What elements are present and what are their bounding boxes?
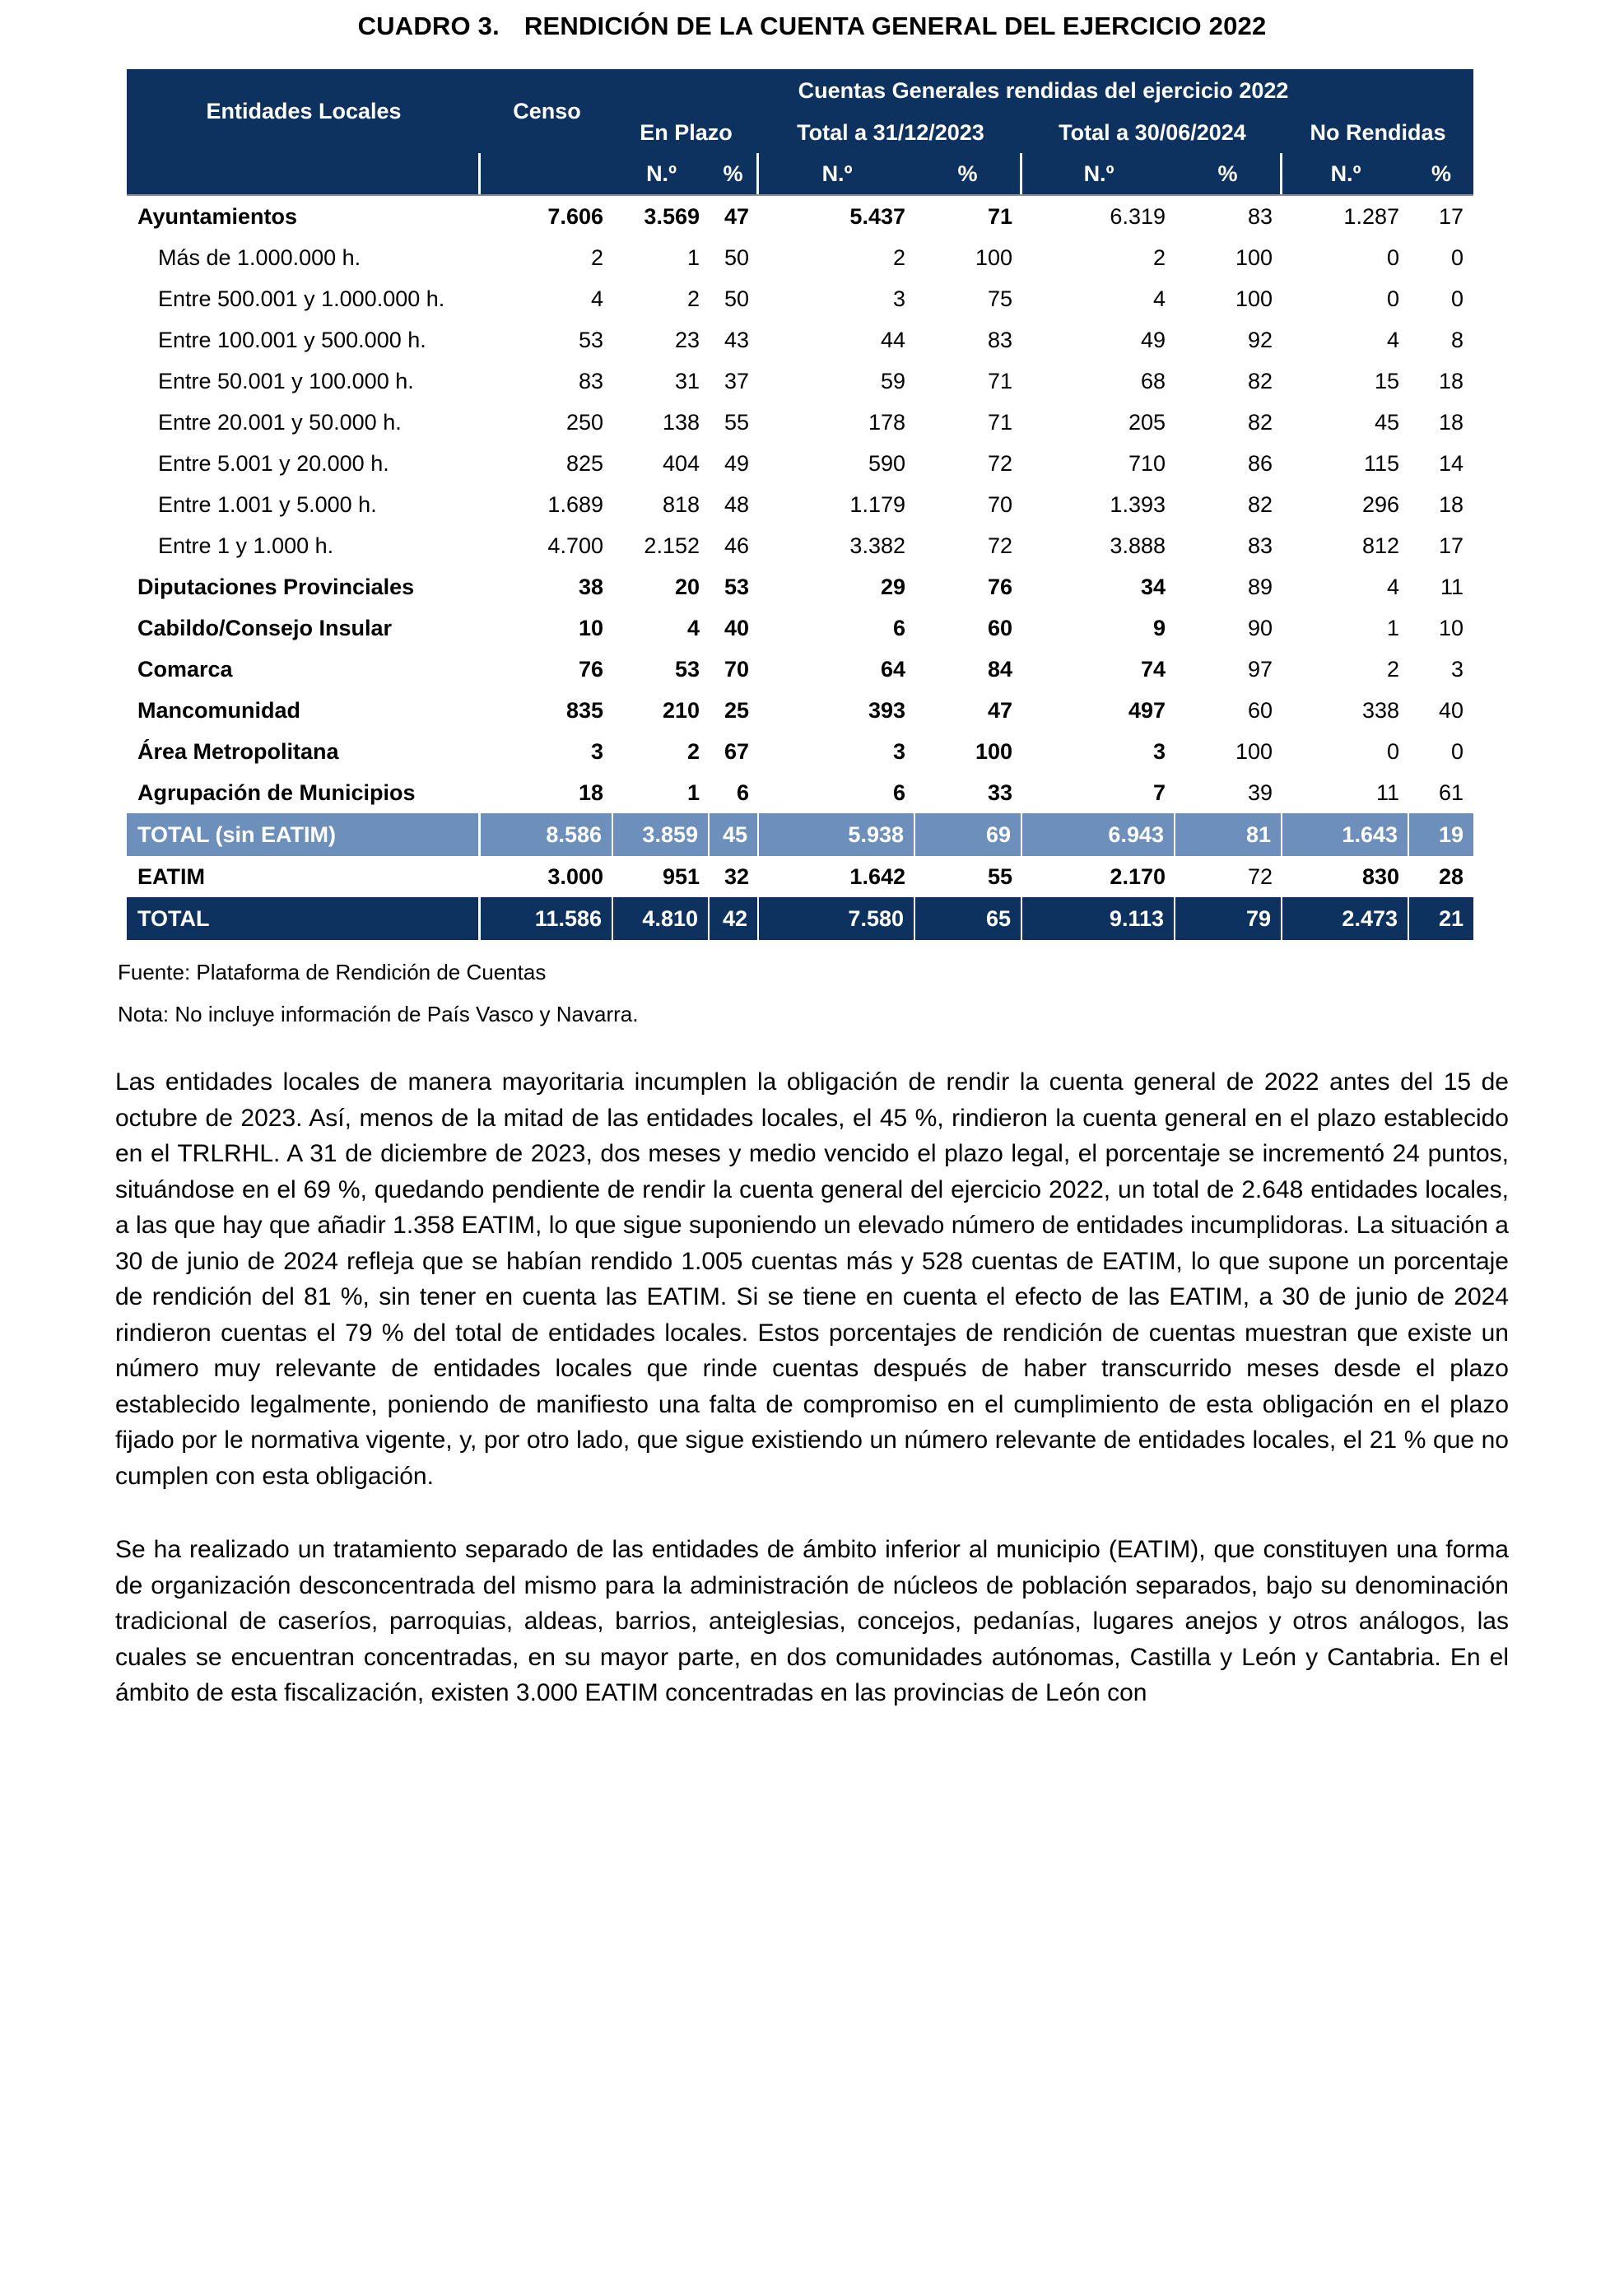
cell: 2 — [1152, 244, 1166, 270]
cell: 76 — [578, 656, 603, 682]
paragraph-1: Las entidades locales de manera mayoritaria incumplen la obligación de rendir la cuenta general de 2022 antes del 15 de octubre de 2023. Así, menos de la mitad de las entidades locales, el 45 %, rindieron la cuenta general en el plazo establecido en el TRLRHL. A 31 de diciembre de 2023, dos meses y medio vencido el plazo legal, el porcentaje se incrementó 24 puntos, situándose en el 69 %, quedando pendiente de rendir la cuenta general del ejercicio 2022, un total de 2.648 entidades locales, a las que hay que añadir 1.358 EATIM, lo que sigue suponiendo un elevado número de entidades incumplidoras. La situación a 30 de junio de 2024 refleja que se habían rendido 1.005 cuentas más y 528 cuentas de EATIM, lo que supone un porcentaje de rendición del 81 %, sin tener en cuenta las EATIM. Si se tiene en cuenta el efecto de las EATIM, a 30 de junio de 2024 rindieron cuentas el 79 % del total de entidades locales. Estos porcentajes de rendición de cuentas muestran que existe un número muy relevante de entidades locales que rinde cuentas después de haber transcurrido meses desde el plazo establecido legalmente, poniendo de manifiesto una falta de compromiso en el cumplimiento de esta obligación en el plazo fijado por le normativa vigente, y, por otro lado, que sigue existiendo un número relevante de entidades locales, el 21 % que no cumplen con esta obligación. — [115, 1068, 1509, 1490]
cell: 38 — [578, 574, 603, 599]
cell: 497 — [1128, 697, 1166, 723]
cell: 71 — [987, 368, 1012, 393]
table-row — [127, 772, 1473, 813]
cell: 590 — [868, 450, 905, 476]
cell: 4.810 — [613, 897, 710, 940]
cell: 55 — [987, 863, 1012, 889]
cell: 4 — [1386, 327, 1399, 352]
cell: 1 — [686, 244, 700, 270]
cell: 83 — [1247, 533, 1273, 558]
cell: 1.393 — [1110, 491, 1166, 517]
cell: 50 — [724, 286, 749, 311]
cell: 812 — [1361, 533, 1399, 558]
cell: 2 — [686, 286, 700, 311]
cell: 17 — [1409, 194, 1473, 237]
table-source-note: Fuente: Plataforma de Rendición de Cuentas — [118, 960, 547, 984]
cell: 5.938 — [759, 813, 915, 856]
header-group-total-30-06-2024: Total a 30/06/2024 — [1022, 112, 1282, 153]
cell: 115 — [1363, 450, 1399, 476]
table-row — [127, 649, 1473, 690]
cell: 82 — [1247, 368, 1273, 393]
cell: 1.287 — [1282, 194, 1409, 237]
cell: 64 — [880, 656, 905, 682]
cell: 60 — [1247, 697, 1273, 723]
row-label: Agrupación de Municipios — [137, 780, 416, 805]
row-label: Entre 20.001 y 50.000 h. — [158, 409, 402, 435]
cell: 393 — [868, 697, 905, 723]
header-n-no-rendidas: N.º — [1282, 153, 1409, 194]
cell: 1 — [1386, 615, 1399, 640]
cell: 835 — [565, 697, 603, 723]
cell: 39 — [1247, 780, 1273, 805]
table-row — [127, 443, 1473, 484]
cell: 72 — [1247, 863, 1273, 889]
cell: 2 — [686, 738, 700, 764]
table-title — [0, 0, 1624, 41]
cell: 6 — [736, 780, 749, 805]
cell: 20 — [674, 574, 700, 599]
cell: 4 — [1152, 286, 1166, 311]
cell: 3.569 — [613, 194, 710, 237]
cell: 59 — [880, 368, 905, 393]
cell: 7.580 — [759, 897, 915, 940]
cell: 0 — [1386, 738, 1399, 764]
header-empty-entidades — [127, 153, 481, 194]
header-n-en-plazo: N.º — [613, 153, 710, 194]
header-cuentas-generales: Cuentas Generales rendidas del ejercicio 2022 — [613, 69, 1473, 112]
cell: 86 — [1247, 450, 1273, 476]
cell: 89 — [1247, 574, 1273, 599]
cell: 17 — [1439, 533, 1464, 558]
cell: 2.170 — [1110, 863, 1166, 889]
cell: 84 — [987, 656, 1012, 682]
header-pct-en-plazo: % — [710, 153, 759, 194]
cell: 19 — [1409, 813, 1473, 856]
cell: 28 — [1439, 863, 1464, 889]
cell: 40 — [1439, 697, 1464, 723]
header-group-no-rendidas: No Rendidas — [1282, 112, 1473, 153]
cell: 53 — [674, 656, 700, 682]
table-row — [127, 319, 1473, 361]
cell: 72 — [987, 533, 1012, 558]
table-row — [127, 361, 1473, 402]
cell: 71 — [915, 194, 1022, 237]
cell: 1.643 — [1282, 813, 1409, 856]
header-censo: Censo — [481, 69, 613, 153]
cell: 210 — [662, 697, 700, 723]
table-row — [127, 566, 1473, 607]
cell: 49 — [724, 450, 749, 476]
cell: 79 — [1175, 897, 1282, 940]
cell: 100 — [1235, 244, 1273, 270]
cell: 42 — [710, 897, 759, 940]
cell: 100 — [1235, 286, 1273, 311]
cell: 0 — [1386, 286, 1399, 311]
header-pct-31-12-2023: % — [915, 153, 1022, 194]
cell: 2.473 — [1282, 897, 1409, 940]
cell: 2 — [1386, 656, 1399, 682]
cell: 14 — [1439, 450, 1464, 476]
cell: 825 — [565, 450, 603, 476]
cell: 37 — [724, 368, 749, 393]
table-row — [127, 856, 1473, 897]
cell: 71 — [987, 409, 1012, 435]
cell: 25 — [724, 697, 749, 723]
cell: 75 — [987, 286, 1012, 311]
cell: 2 — [590, 244, 603, 270]
cell: 3 — [892, 738, 905, 764]
cell: 8.586 — [481, 813, 613, 856]
cell: 951 — [662, 863, 700, 889]
cell: 9.113 — [1022, 897, 1175, 940]
cell: 97 — [1247, 656, 1273, 682]
cell: 61 — [1439, 780, 1464, 805]
cell: 48 — [724, 491, 749, 517]
cell: 710 — [1128, 450, 1166, 476]
cell: 68 — [1140, 368, 1166, 393]
cell: 404 — [662, 450, 700, 476]
header-row-span — [127, 69, 1473, 112]
cell: 100 — [1235, 738, 1273, 764]
cell: 9 — [1152, 615, 1166, 640]
cell: 44 — [880, 327, 905, 352]
cell: 23 — [674, 327, 700, 352]
row-label: Entre 50.001 y 100.000 h. — [158, 368, 414, 393]
table-row — [127, 194, 1473, 237]
cell: 76 — [987, 574, 1012, 599]
cell: 11.586 — [481, 897, 613, 940]
cell: 50 — [724, 244, 749, 270]
cell: 65 — [915, 897, 1022, 940]
cell: 70 — [724, 656, 749, 682]
row-label: Entre 5.001 y 20.000 h. — [158, 450, 389, 476]
table-body — [127, 194, 1473, 940]
cell: 33 — [987, 780, 1012, 805]
cell: 4 — [590, 286, 603, 311]
cell: 47 — [987, 697, 1012, 723]
cell: 6 — [892, 615, 905, 640]
row-label: Entre 500.001 y 1.000.000 h. — [158, 286, 445, 311]
cell: 178 — [868, 409, 905, 435]
cell: 49 — [1140, 327, 1166, 352]
cell: 5.437 — [759, 194, 915, 237]
cell: 83 — [578, 368, 603, 393]
row-label: Mancomunidad — [137, 697, 301, 723]
cell: 74 — [1140, 656, 1166, 682]
cell: 67 — [724, 738, 749, 764]
cell: 3.859 — [613, 813, 710, 856]
cell: 250 — [565, 409, 603, 435]
cell: 53 — [724, 574, 749, 599]
cell: 47 — [710, 194, 759, 237]
table-title-label: CUADRO 3. — [357, 12, 500, 40]
header-pct-no-rendidas: % — [1409, 153, 1473, 194]
table-row — [127, 813, 1473, 856]
cell: 7.606 — [481, 194, 613, 237]
table-row — [127, 484, 1473, 525]
cell: 70 — [987, 491, 1012, 517]
cell: 2.152 — [644, 533, 700, 558]
cell: 818 — [662, 491, 700, 517]
cell: 296 — [1361, 491, 1399, 517]
cell: 82 — [1247, 409, 1273, 435]
cell: 3 — [1451, 656, 1464, 682]
row-label: Cabildo/Consejo Insular — [137, 615, 393, 640]
table-row — [127, 278, 1473, 319]
cell: 138 — [662, 409, 700, 435]
row-label: Comarca — [137, 656, 233, 682]
cell: 11 — [1375, 780, 1399, 805]
table-note: Nota: No incluye información de País Vasco y Navarra. — [118, 1002, 639, 1026]
cell: 31 — [674, 368, 700, 393]
header-empty-censo — [481, 153, 613, 194]
cell: 83 — [987, 327, 1012, 352]
cell: 72 — [987, 450, 1012, 476]
cell: 3.888 — [1110, 533, 1166, 558]
cell: 21 — [1409, 897, 1473, 940]
cell: 1.689 — [547, 491, 603, 517]
row-label: Entre 100.001 y 500.000 h. — [158, 327, 426, 352]
cell: 0 — [1386, 244, 1399, 270]
cell: 3.000 — [547, 863, 603, 889]
cell: 43 — [724, 327, 749, 352]
row-label: Área Metropolitana — [137, 738, 339, 764]
cell: 0 — [1451, 286, 1464, 311]
cell: 0 — [1451, 244, 1464, 270]
cell: 90 — [1247, 615, 1273, 640]
cell: 0 — [1451, 738, 1464, 764]
cell: 92 — [1247, 327, 1273, 352]
cell: 18 — [1439, 368, 1464, 393]
row-label: Más de 1.000.000 h. — [158, 244, 361, 270]
row-label: TOTAL (sin EATIM) — [127, 813, 481, 856]
cell: 4 — [1386, 574, 1399, 599]
cell: 40 — [724, 615, 749, 640]
cell: 55 — [724, 409, 749, 435]
cell: 10 — [578, 615, 603, 640]
cell: 8 — [1451, 327, 1464, 352]
cell: 18 — [1439, 491, 1464, 517]
table-title-text: RENDICIÓN DE LA CUENTA GENERAL DEL EJERCICIO 2022 — [523, 12, 1267, 40]
cell: 53 — [578, 327, 603, 352]
cell: 83 — [1175, 194, 1282, 237]
cell: 3.382 — [849, 533, 905, 558]
cell: 100 — [975, 244, 1012, 270]
cell: 4.700 — [547, 533, 603, 558]
cell: 2 — [892, 244, 905, 270]
header-pct-30-06-2024: % — [1175, 153, 1282, 194]
row-label: Entre 1.001 y 5.000 h. — [158, 491, 377, 517]
cell: 18 — [1439, 409, 1464, 435]
cell: 15 — [1374, 368, 1399, 393]
table-row — [127, 525, 1473, 566]
cell: 11 — [1440, 574, 1464, 599]
header-group-en-plazo: En Plazo — [613, 112, 759, 153]
cell: 4 — [686, 615, 700, 640]
cell: 6 — [892, 780, 905, 805]
row-label: Ayuntamientos — [127, 194, 481, 237]
table-row — [127, 897, 1473, 940]
table-row — [127, 237, 1473, 278]
header-n-31-12-2023: N.º — [759, 153, 915, 194]
cell: 82 — [1247, 491, 1273, 517]
cell: 45 — [710, 813, 759, 856]
row-label: Entre 1 y 1.000 h. — [158, 533, 334, 558]
row-label: TOTAL — [127, 897, 481, 940]
row-label: Diputaciones Provinciales — [137, 574, 415, 599]
cell: 60 — [987, 615, 1012, 640]
header-entidades-locales: Entidades Locales — [127, 69, 481, 153]
cell: 7 — [1152, 780, 1166, 805]
row-label: EATIM — [137, 863, 205, 889]
cell: 32 — [724, 863, 749, 889]
table-row — [127, 607, 1473, 649]
cell: 3 — [1152, 738, 1166, 764]
cell: 1 — [686, 780, 700, 805]
cell: 830 — [1361, 863, 1399, 889]
header-group-total-31-12-2023: Total a 31/12/2023 — [759, 112, 1022, 153]
cell: 29 — [880, 574, 905, 599]
table-row — [127, 402, 1473, 443]
cell: 34 — [1140, 574, 1166, 599]
cell: 3 — [892, 286, 905, 311]
header-row-subcolumns — [127, 153, 1473, 194]
paragraph-2: Se ha realizado un tratamiento separado de las entidades de ámbito inferior al municipio (EATIM), que constituyen una forma de organización desconcentrada del mismo para la administración de núcleos de población separados, bajo su denominación tradicional de caseríos, parroquias, aldeas, barrios, anteiglesias, concejos, pedanías, lugares anejos y otros análogos, las cuales se encuentran concentradas, en su mayor parte, en dos comunidades autónomas, Castilla y León y Cantabria. En el ámbito de esta fiscalización, existen 3.000 EATIM concentradas en las provincias de León con — [115, 1536, 1509, 1706]
cell: 6.943 — [1022, 813, 1175, 856]
cell: 205 — [1128, 409, 1166, 435]
header-n-30-06-2024: N.º — [1022, 153, 1175, 194]
table-header — [127, 69, 1473, 194]
cell: 46 — [724, 533, 749, 558]
cell: 45 — [1374, 409, 1399, 435]
cell: 3 — [590, 738, 603, 764]
cell: 100 — [975, 738, 1012, 764]
cell: 6.319 — [1022, 194, 1175, 237]
cell: 1.179 — [849, 491, 905, 517]
table-row — [127, 690, 1473, 731]
cell: 338 — [1361, 697, 1399, 723]
cell: 81 — [1175, 813, 1282, 856]
cell: 10 — [1439, 615, 1464, 640]
cell: 1.642 — [849, 863, 905, 889]
cell: 18 — [578, 780, 603, 805]
table-row — [127, 731, 1473, 772]
cell: 69 — [915, 813, 1022, 856]
rendicion-table — [127, 69, 1473, 940]
